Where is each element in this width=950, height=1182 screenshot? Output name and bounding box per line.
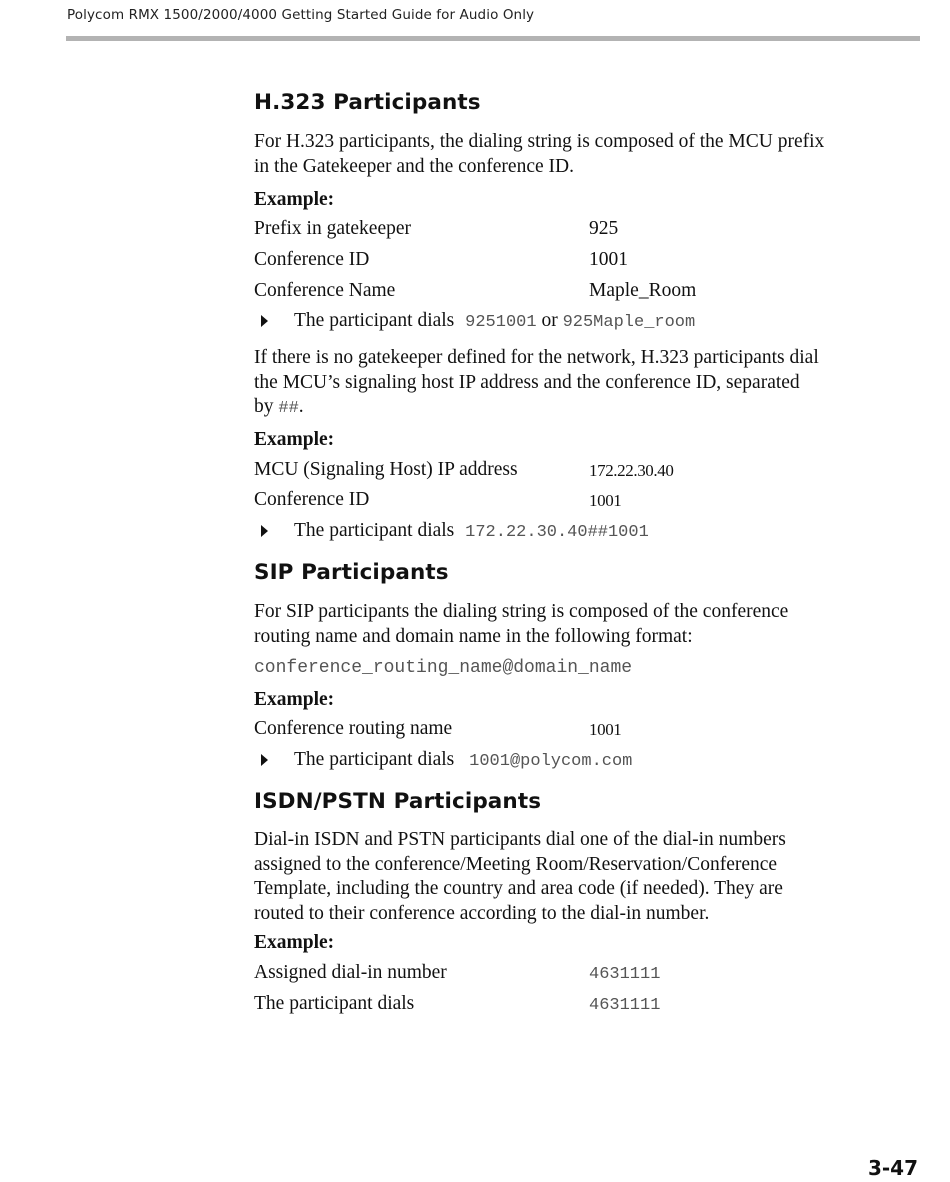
dial-code: 1001@polycom.com bbox=[469, 752, 633, 771]
paragraph-line: Dial-in ISDN and PSTN participants dial one of the dial-in numbers bbox=[254, 829, 786, 850]
dial-code: 925Maple_room bbox=[562, 313, 696, 332]
section-heading-sip: SIP Participants bbox=[254, 560, 449, 585]
paragraph-line: assigned to the conference/Meeting Room/Reservation/Conference bbox=[254, 853, 778, 875]
bullet-text: The participant dials bbox=[294, 520, 455, 541]
example-row-value: Maple_Room bbox=[589, 280, 697, 301]
bullet-arrow-icon bbox=[261, 525, 268, 537]
paragraph-line: the MCU’s signaling host IP address and the conference ID, separated bbox=[254, 371, 800, 393]
bullet-item bbox=[254, 520, 854, 546]
bullet-text: The participant dials bbox=[294, 749, 455, 770]
example-label: Example: bbox=[254, 189, 335, 210]
bullet-arrow-icon bbox=[261, 754, 268, 766]
example-row-value: 1001 bbox=[589, 491, 622, 510]
paragraph-line: Template, including the country and area code (if needed). They are bbox=[254, 878, 783, 899]
bullet-content bbox=[294, 310, 695, 332]
sip-format-code: conference_routing_name@domain_name bbox=[254, 658, 633, 678]
paragraph-text: by bbox=[254, 396, 274, 417]
bullet-content bbox=[294, 749, 632, 771]
example-row-value: 172.22.30.40 bbox=[589, 461, 674, 480]
h323-intro-line2: in the Gatekeeper and the conference ID. bbox=[254, 155, 574, 177]
bullet-item bbox=[254, 749, 854, 775]
example-row-label: Prefix in gatekeeper bbox=[254, 218, 412, 239]
separator-code: ## bbox=[278, 399, 299, 418]
example-row-value: 1001 bbox=[589, 720, 622, 739]
paragraph-text: . bbox=[298, 396, 304, 417]
bullet-or: or bbox=[541, 310, 558, 331]
header-rule bbox=[66, 36, 920, 41]
paragraph-line: For SIP participants the dialing string is composed of the conference bbox=[254, 601, 789, 622]
bullet-arrow-icon bbox=[261, 315, 268, 327]
sip-intro bbox=[254, 600, 919, 649]
example-row-value: 4631111 bbox=[589, 996, 661, 1015]
example-label: Example: bbox=[254, 429, 335, 450]
dial-code: 9251001 bbox=[465, 313, 537, 332]
bullet-content bbox=[294, 520, 649, 542]
example-row-value: 4631111 bbox=[589, 965, 661, 984]
example-label: Example: bbox=[254, 689, 335, 710]
paragraph-line: routed to their conference according to the dial-in number. bbox=[254, 902, 710, 924]
example-row-label: Conference routing name bbox=[254, 718, 453, 739]
example-row-value: 1001 bbox=[589, 249, 628, 270]
example-row-label: Conference ID bbox=[254, 249, 370, 270]
running-head: Polycom RMX 1500/2000/4000 Getting Started Guide for Audio Only bbox=[67, 7, 535, 23]
example-row-value: 925 bbox=[589, 218, 619, 239]
h323-intro bbox=[254, 130, 919, 179]
example-row-label: Conference Name bbox=[254, 280, 396, 301]
bullet-text: The participant dials bbox=[294, 310, 455, 331]
paragraph-line bbox=[254, 395, 919, 422]
dial-code: 172.22.30.40##1001 bbox=[465, 523, 649, 542]
example-row-label: Assigned dial-in number bbox=[254, 962, 447, 983]
isdn-intro bbox=[254, 828, 919, 926]
example-row-label: MCU (Signaling Host) IP address bbox=[254, 459, 518, 480]
paragraph-line: If there is no gatekeeper defined for the network, H.323 participants dial bbox=[254, 347, 819, 368]
page-number: 3-47 bbox=[867, 1156, 918, 1180]
example-row-label: The participant dials bbox=[254, 993, 415, 1014]
bullet-item bbox=[254, 310, 854, 336]
h323-intro-line1: For H.323 participants, the dialing string is composed of the MCU prefix bbox=[254, 131, 825, 152]
no-gatekeeper-paragraph bbox=[254, 346, 919, 422]
paragraph-line: routing name and domain name in the following format: bbox=[254, 625, 693, 647]
section-heading-h323: H.323 Participants bbox=[254, 90, 481, 115]
example-label: Example: bbox=[254, 932, 335, 953]
example-row-label: Conference ID bbox=[254, 489, 370, 510]
section-heading-isdn: ISDN/PSTN Participants bbox=[254, 789, 542, 814]
